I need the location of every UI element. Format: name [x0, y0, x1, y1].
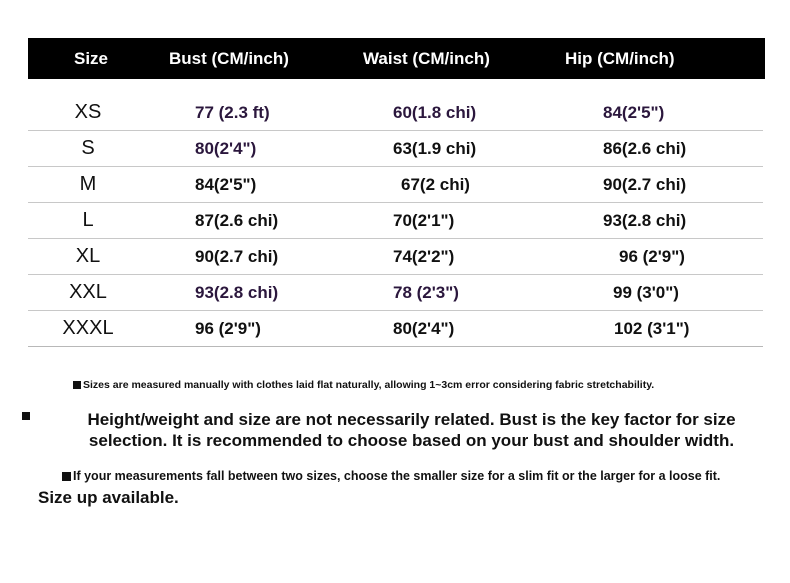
size-chart-table [28, 95, 763, 347]
bust-priority-line-1: Height/weight and size are not necessarily related. Bust is the key factor for size [87, 410, 736, 429]
waist-value: 80(2'4") [393, 319, 455, 338]
table-row [28, 167, 763, 203]
size-label: XS [74, 101, 102, 123]
between-sizes-note [62, 469, 720, 483]
between-sizes-note-text: If your measurements fall between two sizes, choose the smaller size for a slim fit or the larger for a loose fit. [73, 469, 721, 483]
table-row [28, 275, 763, 311]
bust-value: 96 (2'9") [195, 319, 261, 338]
size-label: M [79, 173, 97, 195]
size-label: L [82, 209, 94, 231]
waist-value: 70(2'1") [393, 211, 455, 230]
hip-value: 86(2.6 chi) [603, 139, 687, 158]
table-row [28, 239, 763, 275]
waist-value: 60(1.8 chi) [393, 103, 477, 122]
size-label: XXL [69, 281, 107, 303]
size-label: XXXL [62, 317, 114, 339]
bust-value: 90(2.7 chi) [195, 247, 279, 266]
bust-column-header: Bust (CM/inch) [169, 49, 289, 68]
bust-value: 77 (2.3 ft) [195, 103, 270, 122]
measurement-note-text: Sizes are measured manually with clothes laid flat naturally, allowing 1~3cm error considering fabric stretchability. [83, 379, 655, 391]
hip-value: 96 (2'9") [619, 247, 685, 266]
bust-priority-note [59, 409, 764, 451]
measurement-note [73, 379, 654, 391]
waist-column-header: Waist (CM/inch) [363, 49, 490, 68]
table-row [28, 311, 763, 347]
square-bullet-icon [62, 472, 71, 481]
bust-value: 80(2'4") [195, 139, 257, 158]
hip-value: 93(2.8 chi) [603, 211, 687, 230]
waist-value: 67(2 chi) [401, 175, 470, 194]
table-row [28, 95, 763, 131]
hip-value: 102 (3'1") [614, 319, 690, 338]
size-column-header: Size [74, 49, 109, 68]
size-label: XL [75, 245, 101, 267]
bust-value: 87(2.6 chi) [195, 211, 279, 230]
waist-value: 74(2'2") [393, 247, 455, 266]
bust-priority-line-2: selection. It is recommended to choose based on your bust and shoulder width. [88, 431, 735, 450]
waist-value: 63(1.9 chi) [393, 139, 477, 158]
size-chart-header [28, 38, 765, 79]
square-bullet-icon [22, 412, 30, 420]
size-label: S [81, 137, 95, 159]
hip-value: 84(2'5") [603, 103, 665, 122]
hip-value: 90(2.7 chi) [603, 175, 687, 194]
hip-value: 99 (3'0") [613, 283, 679, 302]
bust-value: 93(2.8 chi) [195, 283, 279, 302]
waist-value: 78 (2'3") [393, 283, 459, 302]
square-bullet-icon [73, 381, 81, 389]
table-row [28, 131, 763, 167]
hip-column-header: Hip (CM/inch) [565, 49, 675, 68]
size-up-note: Size up available. [38, 488, 179, 507]
bust-value: 84(2'5") [195, 175, 257, 194]
table-row [28, 203, 763, 239]
